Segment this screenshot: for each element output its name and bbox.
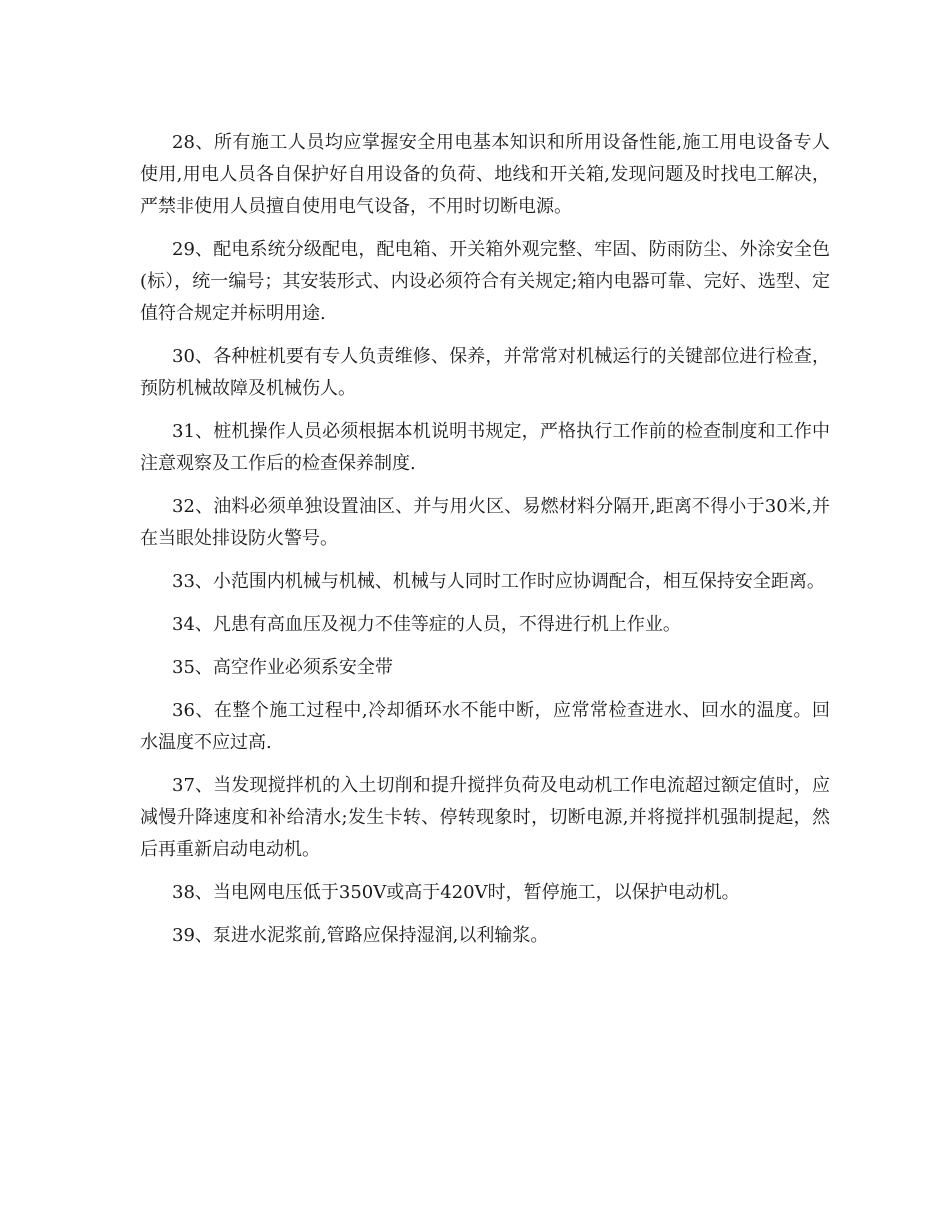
paragraph-34: 34、凡患有高血压及视力不佳等症的人员，不得进行机上作业。	[172, 614, 681, 635]
paragraph-39: 39、泵进水泥浆前,管路应保持湿润,以利输浆。	[172, 925, 549, 946]
paragraph-35: 35、高空作业必须系安全带	[172, 657, 393, 678]
paragraph-38: 38、当电网电压低于350V或高于420V时，暂停施工，以保护电动机。	[172, 882, 740, 903]
paragraph-29: 29、配电系统分级配电，配电箱、开关箱外观完整、牢固、防雨防尘、外涂安全色(标），统一编号；其安装形式、内设必须符合有关规定;箱内电器可靠、完好、选型、定值符合规定并标明用途.	[140, 239, 830, 324]
paragraph-28: 28、所有施工人员均应掌握安全用电基本知识和所用设备性能,施工用电设备专人使用,用电人员各自保护好自用设备的负荷、地线和开关箱,发现问题及时找电工解决，严禁非使用人员擅自使用电气设备，不用时切断电源。	[140, 132, 830, 217]
paragraph-33: 33、小范围内机械与机械、机械与人同时工作时应协调配合，相互保持安全距离。	[172, 571, 825, 592]
document-body	[140, 127, 830, 963]
paragraph-32: 32、油料必须单独设置油区、并与用火区、易燃材料分隔开,距离不得小于30米,并在当眼处排设防火警号。	[140, 496, 830, 549]
paragraph-37: 37、当发现搅拌机的入土切削和提升搅拌负荷及电动机工作电流超过额定值时，应减慢升降速度和补给清水;发生卡转、停转现象时，切断电源,并将搅拌机强制提起，然后再重新启动电动机。	[140, 775, 830, 860]
paragraph-36: 36、在整个施工过程中,冷却循环水不能中断，应常常检查进水、回水的温度。回水温度不应过高.	[140, 700, 830, 753]
paragraph-31: 31、桩机操作人员必须根据本机说明书规定，严格执行工作前的检查制度和工作中注意观察及工作后的检查保养制度.	[140, 421, 830, 474]
paragraph-30: 30、各种桩机要有专人负责维修、保养，并常常对机械运行的关键部位进行检查，预防机械故障及机械伤人。	[140, 346, 830, 399]
